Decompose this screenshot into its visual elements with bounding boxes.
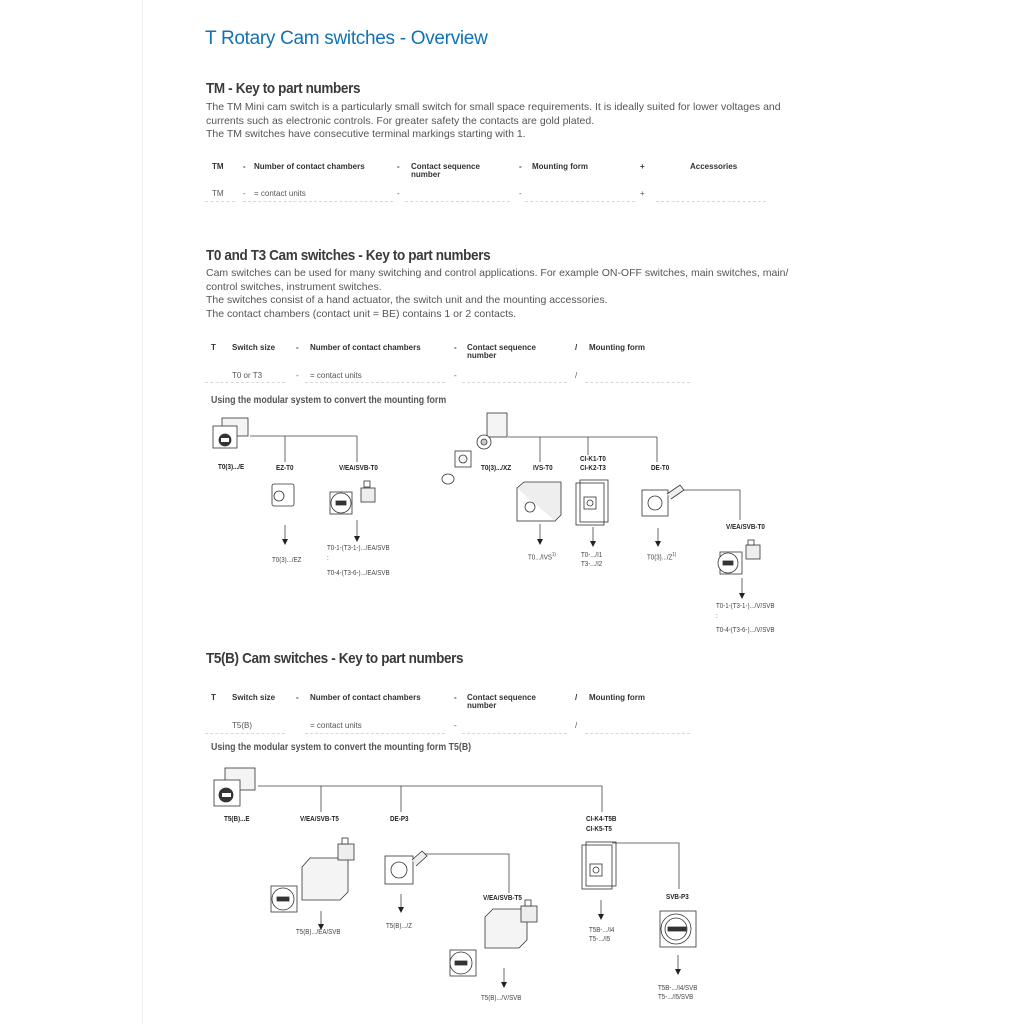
key-cell: Number of contact chambers <box>254 162 365 171</box>
connector-line <box>612 843 679 889</box>
key-value: - <box>397 189 400 198</box>
key-cell: - <box>243 162 246 171</box>
arrow-down-icon <box>501 982 507 988</box>
result-ci-t5-1: T5B-.../I4 <box>589 927 615 934</box>
t5-modular-heading: Using the modular system to convert the mounting form T5(B) <box>211 742 472 753</box>
result-vea2-1: T0-1-(T3-1-).../V/SVB <box>716 603 775 610</box>
switch-unit-t5-icon <box>214 768 255 806</box>
result-vea-t5: T5(B).../EA/SVB <box>296 929 341 936</box>
key-cell: - <box>296 693 299 702</box>
key-cell: Number of contact chambers <box>310 693 421 702</box>
door-coupling-t5-icon <box>385 851 427 884</box>
result-vea2-2: T0-4-(T3-6-).../V/SVB <box>716 627 775 634</box>
result-vea2-dots: : <box>716 613 718 620</box>
result-vea2-t5: T5(B).../V/SVB <box>481 995 522 1002</box>
key-cell: TM <box>212 162 224 171</box>
t0t3-paragraph-line: Cam switches can be used for many switching and control applications. For example ON-OFF switches, main switches, main/ <box>206 267 789 279</box>
result-vea-2: T0-4-(T3-6-).../EA/SVB <box>327 570 390 577</box>
key-cell: Accessories <box>690 162 738 171</box>
key-cell: - <box>454 693 457 702</box>
label-t5-e: T5(B)...E <box>224 816 250 823</box>
key-value: - <box>454 371 457 380</box>
door-handle-t5-icon <box>271 838 354 912</box>
label-svb-p3: SVB-P3 <box>666 894 689 901</box>
footnote-marker: 1) <box>551 552 556 558</box>
t0t3-paragraph-line: control switches, instrument switches. <box>206 280 382 293</box>
label-vea-svb-t0-right: V/EA/SVB-T0 <box>726 524 765 531</box>
label-de-t0: DE-T0 <box>651 465 670 472</box>
result-ci-1: T0-.../I1 <box>581 552 603 559</box>
key-value: = contact units <box>254 189 306 198</box>
key-cell: Mounting form <box>589 343 645 352</box>
connector-line <box>321 786 401 812</box>
key-value: T5(B) <box>232 721 252 730</box>
ci-enclosure-t5-icon <box>582 842 616 889</box>
key-cell: Contact sequence number <box>411 162 480 179</box>
label-t0-e: T0(3).../E <box>218 464 245 471</box>
key-cell: Mounting form <box>589 693 645 702</box>
key-value: = contact units <box>310 721 362 730</box>
svb-handle-icon <box>660 911 696 947</box>
key-cell: - <box>397 162 400 171</box>
tm-paragraph-line: The TM Mini cam switch is a particularly small switch for small space requirements. It is ideally suited for lower voltages and <box>206 101 781 113</box>
tm-paragraph-line: currents such as electronic controls. For greater safety the contacts are gold plated. <box>206 114 595 127</box>
label-t0-xz: T0(3).../XZ <box>481 465 512 472</box>
key-value: / <box>575 371 578 380</box>
label-ivs-t0: IVS-T0 <box>533 465 553 472</box>
key-cell: Contact sequence number <box>467 343 536 360</box>
key-cell: Contact sequence number <box>467 693 536 710</box>
key-cell: Number of contact chambers <box>310 343 421 352</box>
arrow-down-icon <box>398 907 404 913</box>
result-ivs-text: T0.../IVS <box>528 554 552 562</box>
t0t3-paragraph-line: The contact chambers (contact unit = BE) contains 1 or 2 contacts. <box>206 307 517 320</box>
t0t3-heading: T0 and T3 Cam switches - Key to part numbers <box>206 247 491 264</box>
t5-heading: T5(B) Cam switches - Key to part numbers <box>206 650 464 667</box>
label-ci-k1: CI-K1-T0 <box>580 456 606 463</box>
label-ci-k2: CI-K2-T3 <box>580 465 606 472</box>
result-ez: T0(3).../EZ <box>272 557 302 564</box>
key-value: - <box>519 189 522 198</box>
key-value: = contact units <box>310 371 362 380</box>
label-ci-k4: CI-K4-T5B <box>586 816 617 823</box>
key-value: - <box>243 189 246 198</box>
label-ez-t0: EZ-T0 <box>276 465 294 472</box>
key-cell: T <box>211 343 216 352</box>
result-vea-1: T0-1-(T3-1-).../EA/SVB <box>327 545 390 552</box>
result-de-text: T0(3).../Z <box>647 554 673 562</box>
result-ci-2: T3-.../I2 <box>581 561 603 568</box>
key-cell: / <box>575 693 578 702</box>
result-ci-t5-2: T5-.../I5 <box>589 936 611 943</box>
key-cell: T <box>211 693 216 702</box>
label-de-p3: DE-P3 <box>390 816 409 823</box>
key-cell: - <box>519 162 522 171</box>
key-cell: Mounting form <box>532 162 588 171</box>
result-de-t5: T5(B).../Z <box>386 923 413 930</box>
arrow-down-icon <box>598 914 604 920</box>
connector-line <box>425 854 509 893</box>
tm-heading: TM - Key to part numbers <box>206 80 361 97</box>
label-vea-svb-t0: V/EA/SVB-T0 <box>339 465 378 472</box>
page-title: T Rotary Cam switches - Overview <box>205 28 488 49</box>
label-vea-svb-t5: V/EA/SVB-T5 <box>300 816 339 823</box>
key-value: / <box>575 721 578 730</box>
t0t3-modular-heading: Using the modular system to convert the mounting form <box>211 395 447 406</box>
key-value: TM <box>212 189 224 198</box>
key-value: T0 or T3 <box>232 371 263 380</box>
result-vea-dots: : <box>327 555 329 562</box>
key-cell: / <box>575 343 578 352</box>
label-ci-k5: CI-K5-T5 <box>586 826 612 833</box>
door-handle-t5-icon <box>450 900 537 976</box>
key-cell: Switch size <box>232 693 276 702</box>
footnote-marker: 1) <box>672 552 677 558</box>
label-vea-svb-t5-2: V/EA/SVB-T5 <box>483 895 522 902</box>
result-svb-1: T5B-.../I4/SVB <box>658 985 698 992</box>
key-cell: - <box>296 343 299 352</box>
connector-line <box>258 786 602 812</box>
key-cell: Switch size <box>232 343 276 352</box>
tm-paragraph-line: The TM switches have consecutive terminal markings starting with 1. <box>206 128 526 140</box>
t0t3-paragraph-line: The switches consist of a hand actuator, the switch unit and the mounting accessories. <box>206 294 608 306</box>
key-value: - <box>296 371 299 380</box>
key-value: - <box>454 721 457 730</box>
result-svb-2: T5-.../I5/SVB <box>658 994 694 1001</box>
key-cell: + <box>640 162 645 171</box>
arrow-down-icon <box>675 969 681 975</box>
key-cell: - <box>454 343 457 352</box>
key-value: + <box>640 189 645 198</box>
